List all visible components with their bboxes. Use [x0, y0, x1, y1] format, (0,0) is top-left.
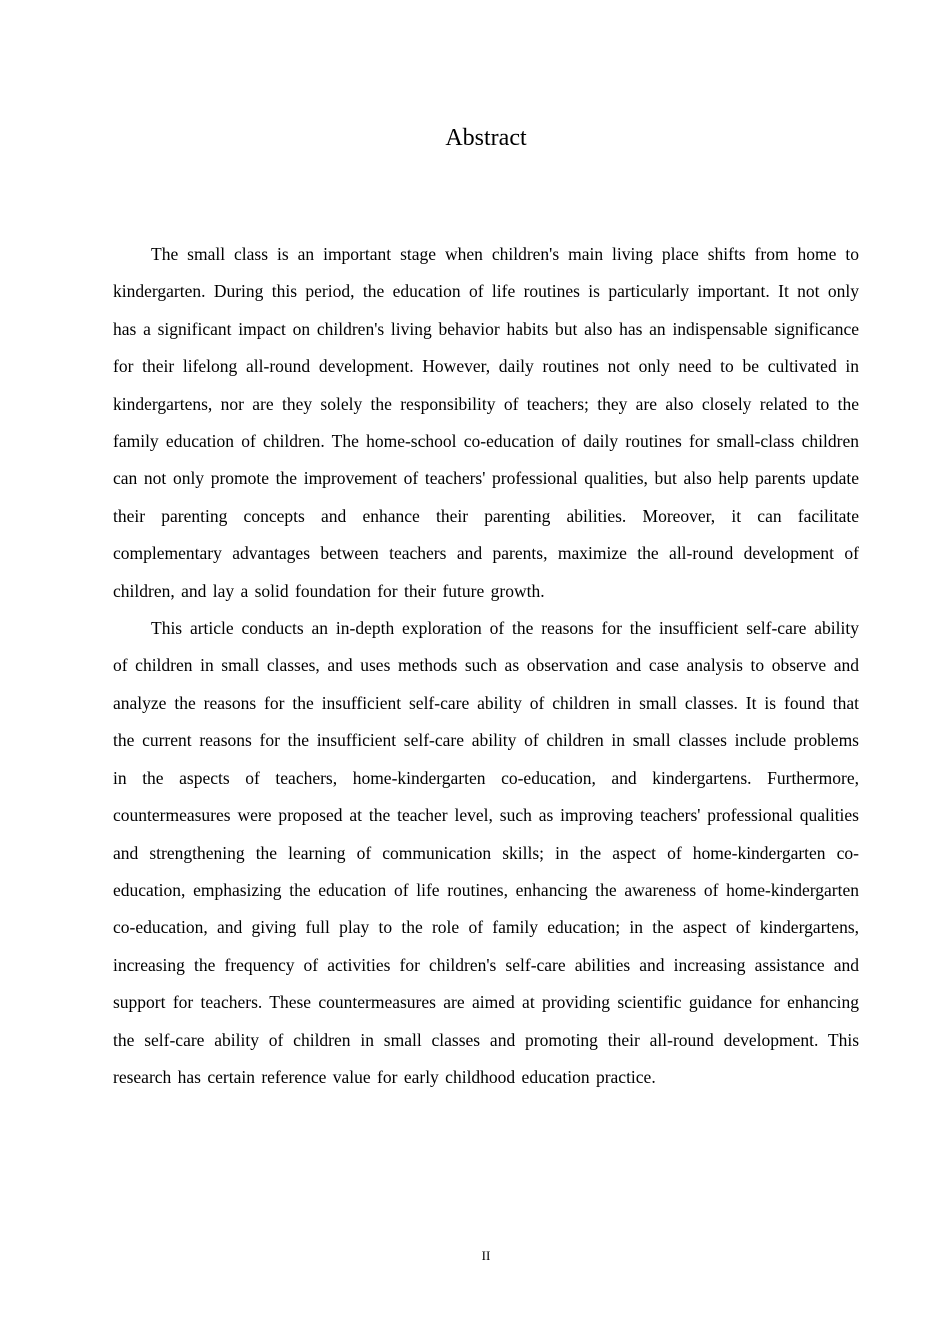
abstract-paragraph-2: This article conducts an in-depth exploration of the reasons for the insufficient self-care ability of children in small classes, and uses methods such as observation and case analysis to observe and analyze the reasons for the insufficient self-care ability of children in small classes. It is found that the current reasons for the insufficient self-care ability of children in small classes include problems in the aspects of teachers, home-kindergarten co-education, and kindergartens. Furthermore, countermeasures were proposed at the teacher level, such as improving teachers' professional qualities and strengthening the learning of communication skills; in the aspect of home-kindergarten co-education, emphasizing the education of life routines, enhancing the awareness of home-kindergarten co-education, and giving full play to the role of family education; in the aspect of kindergartens, increasing the frequency of activities for children's self-care abilities and increasing assistance and support for teachers. These countermeasures are aimed at providing scientific guidance for enhancing the self-care ability of children in small classes and promoting their all-round development. This research has certain reference value for early childhood education practice. [113, 618, 859, 1087]
page-number: II [481, 1248, 491, 1263]
page-title: Abstract [445, 125, 527, 151]
abstract-paragraph-1: The small class is an important stage when children's main living place shifts from home to kindergarten. During this period, the education of life routines is particularly important. It not only has a significant impact on children's living behavior habits but also has an indispensable significance for their lifelong all-round development. However, daily routines not only need to be cultivated in kindergartens, nor are they solely the responsibility of teachers; they are also closely related to the family education of children. The home-school co-education of daily routines for small-class children can not only promote the improvement of teachers' professional qualities, but also help parents update their parenting concepts and enhance their parenting abilities. Moreover, it can facilitate complementary advantages between teachers and parents, maximize the all-round development of children, and lay a solid foundation for their future growth. [113, 244, 859, 601]
abstract-body [113, 236, 859, 1096]
